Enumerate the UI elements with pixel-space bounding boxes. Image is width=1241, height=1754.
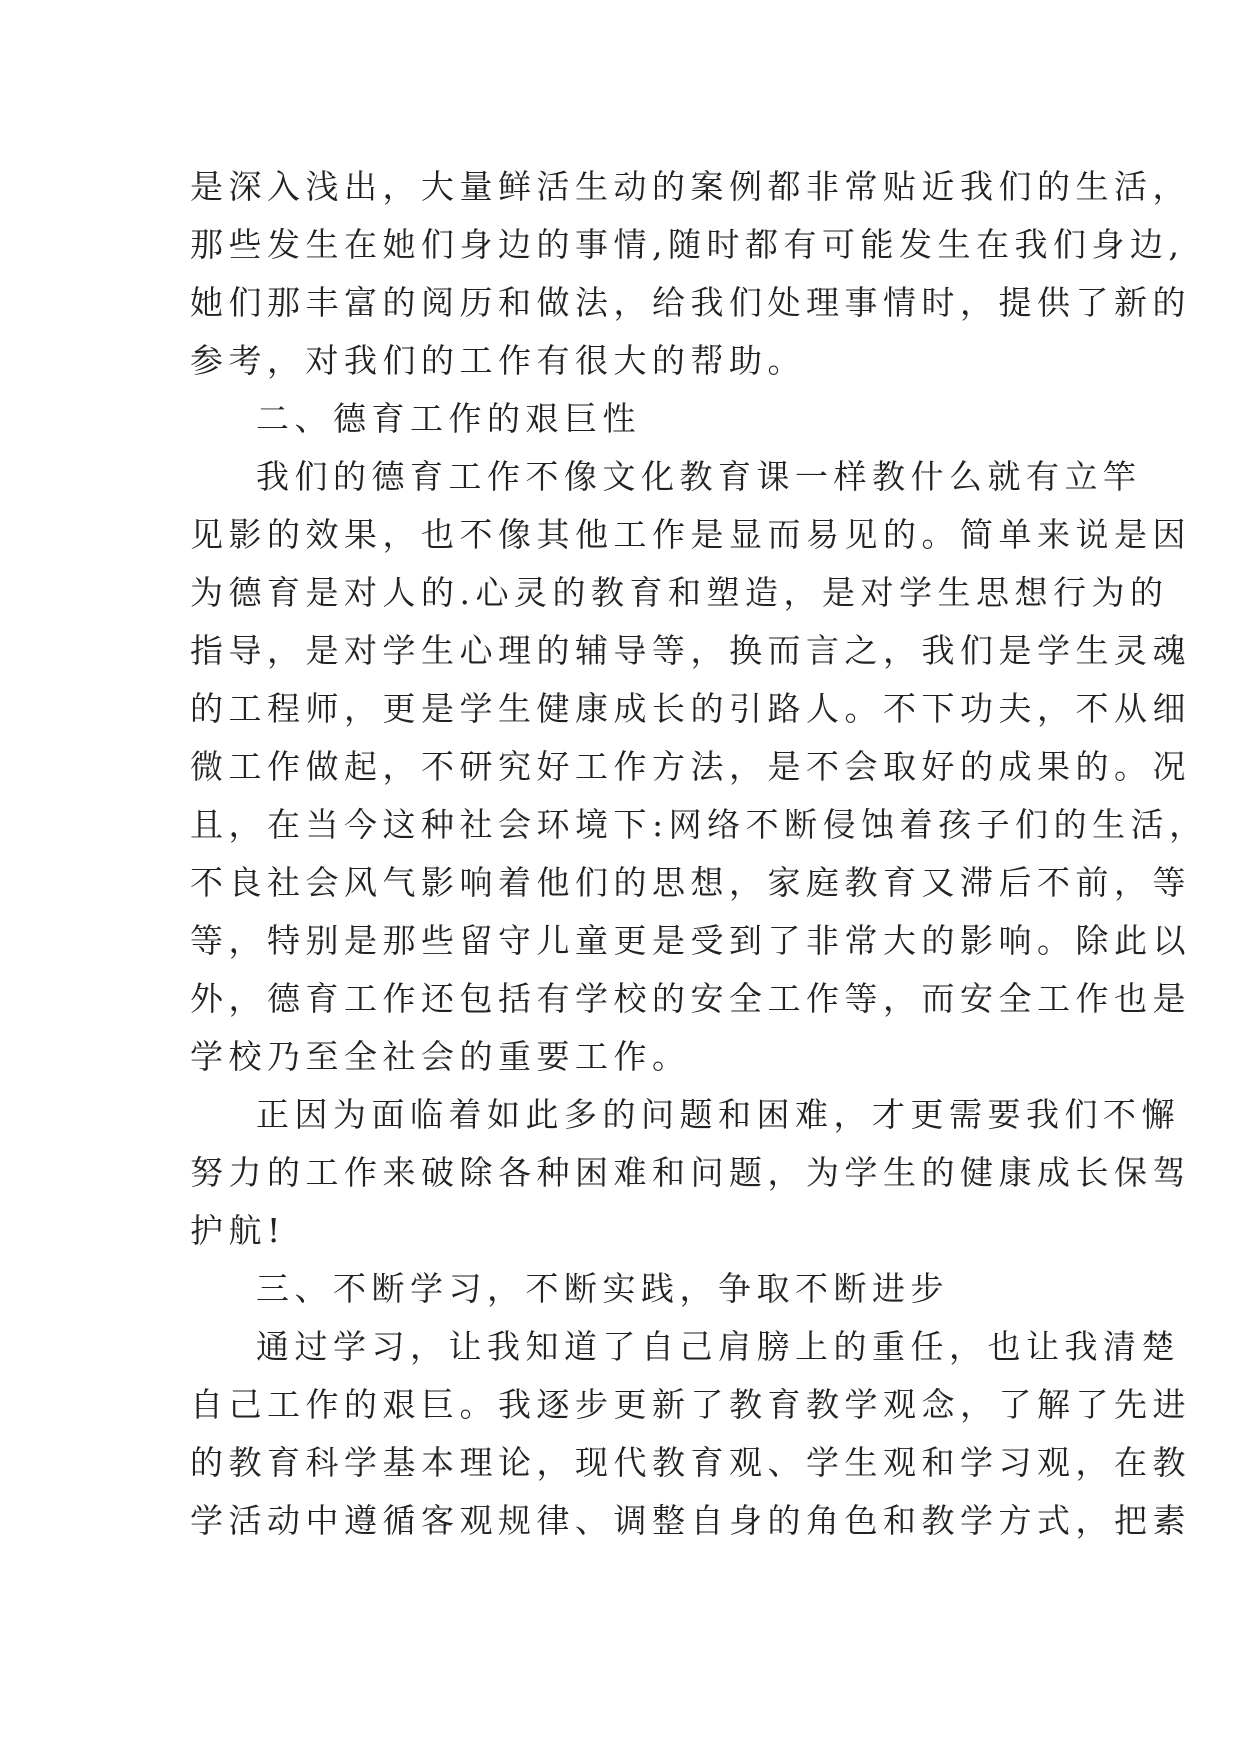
text-line: 为德育是对人的.心灵的教育和塑造，是对学生思想行为的 xyxy=(190,573,1169,612)
text-line: 指导，是对学生心理的辅导等，换而言之，我们是学生灵魂 xyxy=(190,631,1191,670)
text-line: 她们那丰富的阅历和做法，给我们处理事情时，提供了新的 xyxy=(190,283,1191,322)
text-line: 的工程师，更是学生健康成长的引路人。不下功夫，不从细 xyxy=(190,689,1191,728)
text-line: 不良社会风气影响着他们的思想，家庭教育又滞后不前，等 xyxy=(190,863,1191,902)
section-heading: 二、德育工作的艰巨性 xyxy=(256,399,641,438)
text-line: 通过学习，让我知道了自己肩膀上的重任，也让我清楚 xyxy=(256,1327,1180,1366)
text-line: 外，德育工作还包括有学校的安全工作等，而安全工作也是 xyxy=(190,979,1191,1018)
text-line: 我们的德育工作不像文化教育课一样教什么就有立竿 xyxy=(256,457,1142,496)
text-line: 正因为面临着如此多的问题和困难，才更需要我们不懈 xyxy=(256,1095,1180,1134)
text-line: 的教育科学基本理论，现代教育观、学生观和学习观，在教 xyxy=(190,1443,1191,1482)
text-line: 是深入浅出，大量鲜活生动的案例都非常贴近我们的生活， xyxy=(190,167,1191,206)
text-line: 学活动中遵循客观规律、调整自身的角色和教学方式，把素 xyxy=(190,1501,1191,1540)
text-line: 且，在当今这种社会环境下:网络不断侵蚀着孩子们的生活， xyxy=(190,805,1208,844)
text-line: 护航! xyxy=(190,1211,286,1250)
text-line: 等，特别是那些留守儿童更是受到了非常大的影响。除此以 xyxy=(190,921,1191,960)
text-line: 见影的效果，也不像其他工作是显而易见的。简单来说是因 xyxy=(190,515,1191,554)
text-line: 参考，对我们的工作有很大的帮助。 xyxy=(190,341,806,380)
section-heading: 三、不断学习，不断实践，争取不断进步 xyxy=(256,1269,949,1308)
text-line: 努力的工作来破除各种困难和问题，为学生的健康成长保驾 xyxy=(190,1153,1191,1192)
text-line: 那些发生在她们身边的事情,随时都有可能发生在我们身边, xyxy=(190,225,1185,264)
text-line: 自己工作的艰巨。我逐步更新了教育教学观念，了解了先进 xyxy=(190,1385,1191,1424)
text-line: 学校乃至全社会的重要工作。 xyxy=(190,1037,691,1076)
text-line: 微工作做起，不研究好工作方法，是不会取好的成果的。况 xyxy=(190,747,1191,786)
